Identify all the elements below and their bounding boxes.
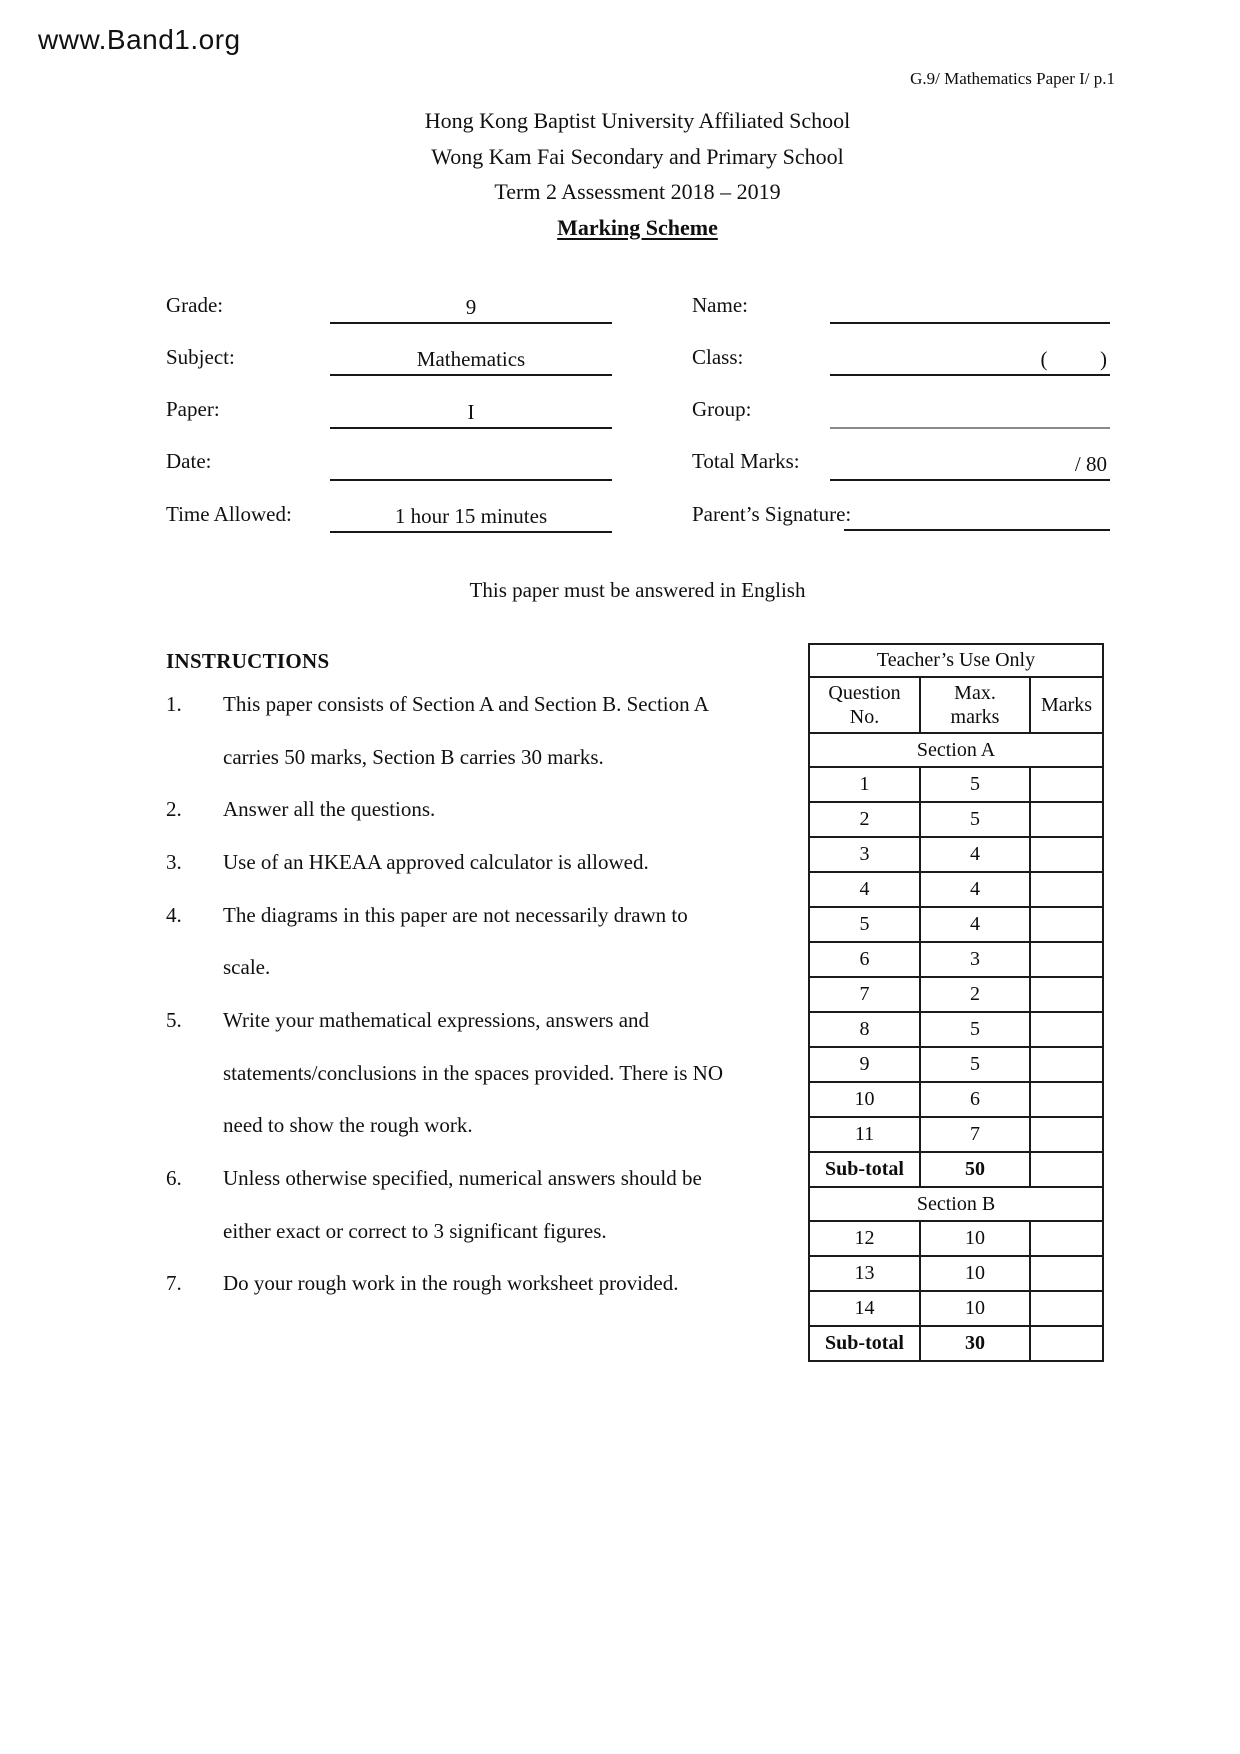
instruction-text: Use of an HKEAA approved calculator is allowed. <box>223 849 649 874</box>
field-underline <box>330 338 612 376</box>
form-field <box>166 286 612 324</box>
school-name-line1: Hong Kong Baptist University Affiliated School <box>424 108 851 133</box>
instructions-heading: INSTRUCTIONS <box>166 649 330 673</box>
question-number-cell: 9 <box>809 1047 920 1082</box>
marks-cell <box>1030 1012 1103 1047</box>
marks-cell <box>1030 977 1103 1012</box>
marks-cell <box>1030 1221 1103 1256</box>
instruction-line <box>166 783 786 836</box>
marks-cell <box>1030 1256 1103 1291</box>
table-title-cell: Teacher’s Use Only <box>809 644 1103 677</box>
table-title-row <box>809 644 1103 677</box>
question-number-cell: 1 <box>809 767 920 802</box>
instruction-line <box>166 1047 786 1100</box>
instruction-line <box>166 941 786 994</box>
subtotal-value-cell: 30 <box>920 1326 1030 1361</box>
form-column-left <box>166 286 612 547</box>
instruction-number: 4. <box>166 902 182 927</box>
instruction-text: need to show the rough work. <box>223 1113 473 1138</box>
subtotal-marks-cell <box>1030 1152 1103 1187</box>
field-suffix: / 80 <box>1074 451 1107 476</box>
instruction-line <box>166 1152 786 1205</box>
field-suffix: ( ) <box>1040 347 1107 372</box>
subtotal-value-cell: 50 <box>920 1152 1030 1187</box>
table-row <box>809 802 1103 837</box>
form-field <box>166 338 612 376</box>
field-label: Name: <box>692 292 748 317</box>
question-number-cell: 13 <box>809 1256 920 1291</box>
max-marks-cell: 7 <box>920 1117 1030 1152</box>
question-number-cell: 4 <box>809 872 920 907</box>
instruction-number: 2. <box>166 797 182 822</box>
field-label: Grade: <box>166 292 224 317</box>
instruction-text: Write your mathematical expressions, answers and <box>223 1007 650 1032</box>
instruction-number: 3. <box>166 849 182 874</box>
table-header-cell <box>809 677 920 733</box>
question-number-cell: 11 <box>809 1117 920 1152</box>
max-marks-cell: 10 <box>920 1291 1030 1326</box>
max-marks-cell: 5 <box>920 767 1030 802</box>
form-field <box>692 391 1110 429</box>
field-underline <box>330 495 612 533</box>
table-section-cell: Section B <box>809 1187 1103 1221</box>
teacher-use-only-table <box>808 643 1104 1362</box>
max-marks-cell: 5 <box>920 1012 1030 1047</box>
form-field <box>692 338 1110 376</box>
subtotal-label-cell: Sub-total <box>809 1326 920 1361</box>
marks-cell <box>1030 872 1103 907</box>
field-underline <box>330 286 612 324</box>
max-marks-cell: 4 <box>920 872 1030 907</box>
instruction-text: This paper consists of Section A and Section B. Section A <box>223 691 709 716</box>
language-note: This paper must be answered in English <box>469 578 806 602</box>
field-underline <box>830 391 1110 429</box>
field-underline <box>830 443 1110 481</box>
table-row <box>809 1117 1103 1152</box>
instructions-list <box>166 678 786 1310</box>
instruction-line <box>166 1100 786 1153</box>
table-header-row <box>809 677 1103 733</box>
field-value: I <box>467 399 475 424</box>
table-row <box>809 767 1103 802</box>
field-value: 9 <box>465 295 477 319</box>
field-label: Paper: <box>166 397 220 422</box>
form-field <box>166 495 612 533</box>
question-number-cell: 10 <box>809 1082 920 1117</box>
field-label: Class: <box>692 344 744 369</box>
marks-cell <box>1030 767 1103 802</box>
instruction-number: 1. <box>166 691 182 716</box>
field-value: 1 hour 15 minutes <box>394 504 548 529</box>
table-header-cell <box>1030 677 1103 733</box>
max-marks-cell: 5 <box>920 802 1030 837</box>
instruction-line <box>166 731 786 784</box>
instruction-text: Unless otherwise specified, numerical answers should be <box>223 1166 702 1191</box>
table-row <box>809 837 1103 872</box>
field-underline <box>844 497 1110 531</box>
table-header-line: Max. <box>954 681 996 704</box>
table-row <box>809 907 1103 942</box>
marks-cell <box>1030 1291 1103 1326</box>
form-field <box>692 495 1110 533</box>
table-section-row <box>809 733 1103 767</box>
table-row <box>809 1047 1103 1082</box>
max-marks-cell: 4 <box>920 837 1030 872</box>
table-row <box>809 1082 1103 1117</box>
instruction-line <box>166 994 786 1047</box>
instruction-number: 7. <box>166 1271 182 1296</box>
field-underline <box>830 286 1110 324</box>
table-row <box>809 977 1103 1012</box>
table-row <box>809 1221 1103 1256</box>
question-number-cell: 6 <box>809 942 920 977</box>
max-marks-cell: 3 <box>920 942 1030 977</box>
field-label: Subject: <box>166 344 235 369</box>
field-label: Time Allowed: <box>166 501 292 526</box>
form-field <box>692 286 1110 324</box>
field-label: Total Marks: <box>692 449 800 474</box>
subtotal-row <box>809 1326 1103 1361</box>
question-number-cell: 12 <box>809 1221 920 1256</box>
marks-cell <box>1030 1082 1103 1117</box>
table-section-row <box>809 1187 1103 1221</box>
subtotal-row <box>809 1152 1103 1187</box>
question-number-cell: 14 <box>809 1291 920 1326</box>
form-field <box>166 443 612 481</box>
marks-cell <box>1030 942 1103 977</box>
document-type-title: Marking Scheme <box>557 214 718 240</box>
table-row <box>809 872 1103 907</box>
field-label: Date: <box>166 449 212 474</box>
instruction-line <box>166 678 786 731</box>
page-header: G.9/ Mathematics Paper I/ p.1 <box>910 69 1115 88</box>
instruction-text: scale. <box>223 955 271 980</box>
marks-cell <box>1030 1047 1103 1082</box>
form-field <box>692 443 1110 481</box>
max-marks-cell: 10 <box>920 1256 1030 1291</box>
max-marks-cell: 6 <box>920 1082 1030 1117</box>
table-header-cell <box>920 677 1030 733</box>
table-row <box>809 1291 1103 1326</box>
field-value: Mathematics <box>416 347 526 372</box>
question-number-cell: 5 <box>809 907 920 942</box>
instruction-text: carries 50 marks, Section B carries 30 marks. <box>223 744 604 769</box>
table-section-cell: Section A <box>809 733 1103 767</box>
max-marks-cell: 10 <box>920 1221 1030 1256</box>
instruction-number: 5. <box>166 1007 182 1032</box>
marks-cell <box>1030 1117 1103 1152</box>
instruction-text: Do your rough work in the rough worksheet provided. <box>223 1271 679 1296</box>
question-number-cell: 7 <box>809 977 920 1012</box>
question-number-cell: 2 <box>809 802 920 837</box>
instruction-line <box>166 836 786 889</box>
instruction-line <box>166 889 786 942</box>
table-header-line: Marks <box>1040 693 1093 716</box>
term-title: Term 2 Assessment 2018 – 2019 <box>494 179 781 204</box>
table-row <box>809 1256 1103 1291</box>
instruction-text: either exact or correct to 3 significant figures. <box>223 1218 607 1243</box>
school-name-line2: Wong Kam Fai Secondary and Primary School <box>431 143 844 169</box>
table-row <box>809 942 1103 977</box>
field-label: Parent’s Signature: <box>692 501 852 526</box>
question-number-cell: 8 <box>809 1012 920 1047</box>
marks-cell <box>1030 802 1103 837</box>
table-header-line: No. <box>849 706 880 728</box>
form-column-right <box>692 286 1110 547</box>
form-field <box>166 391 612 429</box>
max-marks-cell: 2 <box>920 977 1030 1012</box>
subtotal-label-cell: Sub-total <box>809 1152 920 1187</box>
field-underline <box>830 338 1110 376</box>
instruction-text: The diagrams in this paper are not necessarily drawn to <box>223 902 688 927</box>
subtotal-marks-cell <box>1030 1326 1103 1361</box>
field-underline <box>330 443 612 481</box>
watermark-text: www.Band1.org <box>38 24 241 55</box>
field-label: Group: <box>692 397 752 422</box>
instruction-line <box>166 1205 786 1258</box>
marks-cell <box>1030 907 1103 942</box>
table-header-line: Question <box>828 681 901 704</box>
max-marks-cell: 5 <box>920 1047 1030 1082</box>
question-number-cell: 3 <box>809 837 920 872</box>
table-header-line: marks <box>950 706 1000 728</box>
title-block <box>160 103 1115 245</box>
marks-cell <box>1030 837 1103 872</box>
instruction-line <box>166 1258 786 1311</box>
table-row <box>809 1012 1103 1047</box>
instruction-number: 6. <box>166 1166 182 1191</box>
instruction-text: statements/conclusions in the spaces provided. There is NO <box>223 1060 724 1085</box>
instruction-text: Answer all the questions. <box>223 797 436 822</box>
max-marks-cell: 4 <box>920 907 1030 942</box>
field-underline <box>330 391 612 429</box>
